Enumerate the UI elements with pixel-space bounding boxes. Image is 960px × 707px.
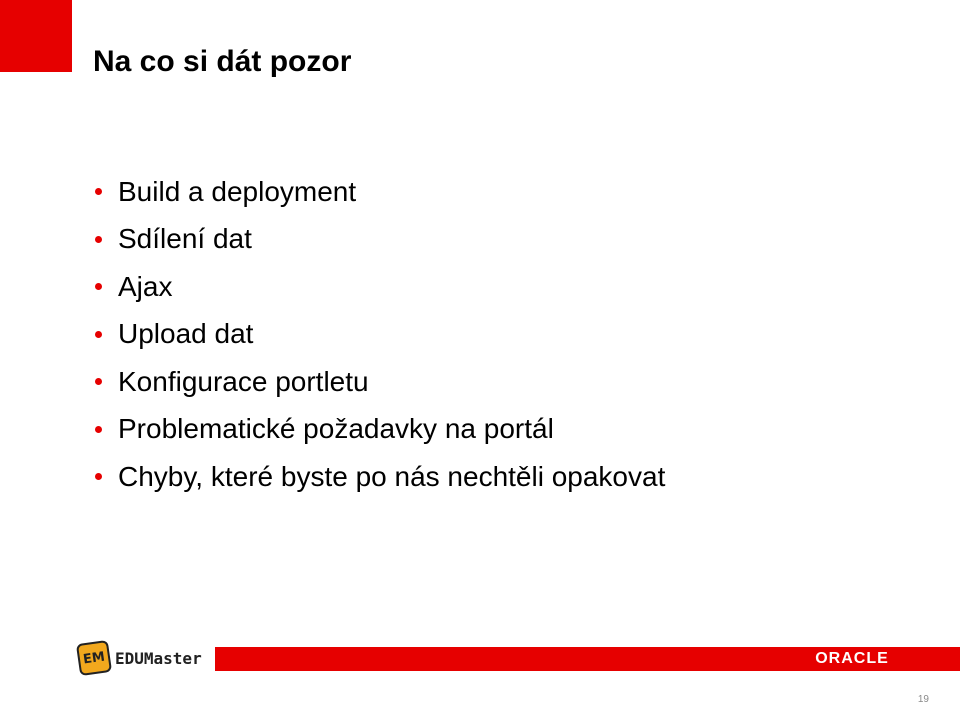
slide-title: Na co si dát pozor bbox=[93, 45, 352, 78]
bullet-item bbox=[95, 263, 665, 311]
bullet-item bbox=[95, 406, 665, 454]
bullet-list bbox=[95, 168, 665, 501]
bullet-dot-icon bbox=[95, 188, 102, 195]
bullet-text: Problematické požadavky na portál bbox=[118, 413, 554, 445]
bullet-item bbox=[95, 311, 665, 359]
bullet-item bbox=[95, 358, 665, 406]
page-number: 19 bbox=[917, 694, 929, 705]
bullet-text: Sdílení dat bbox=[118, 223, 252, 255]
bullet-text: Upload dat bbox=[118, 318, 254, 350]
corner-accent-block bbox=[0, 0, 72, 72]
bullet-dot-icon bbox=[95, 473, 102, 480]
bullet-text: Konfigurace portletu bbox=[118, 365, 369, 397]
bullet-text: Build a deployment bbox=[118, 175, 357, 207]
edumaster-logo bbox=[78, 640, 215, 676]
bullet-dot-icon bbox=[95, 236, 102, 243]
bullet-text: Ajax bbox=[118, 270, 173, 302]
bullet-dot-icon bbox=[95, 331, 102, 338]
bullet-text: Chyby, které byste po nás nechtěli opakovat bbox=[118, 460, 666, 492]
bullet-item bbox=[95, 216, 665, 264]
bullet-dot-icon bbox=[95, 426, 102, 433]
edumaster-wordmark: EDUMaster bbox=[115, 648, 202, 668]
bullet-item bbox=[95, 453, 665, 501]
edumaster-badge-icon: EM bbox=[76, 640, 112, 676]
bullet-dot-icon bbox=[95, 283, 102, 290]
oracle-logo: ORACLE bbox=[815, 650, 889, 667]
bullet-dot-icon bbox=[95, 378, 102, 385]
bullet-item bbox=[95, 168, 665, 216]
